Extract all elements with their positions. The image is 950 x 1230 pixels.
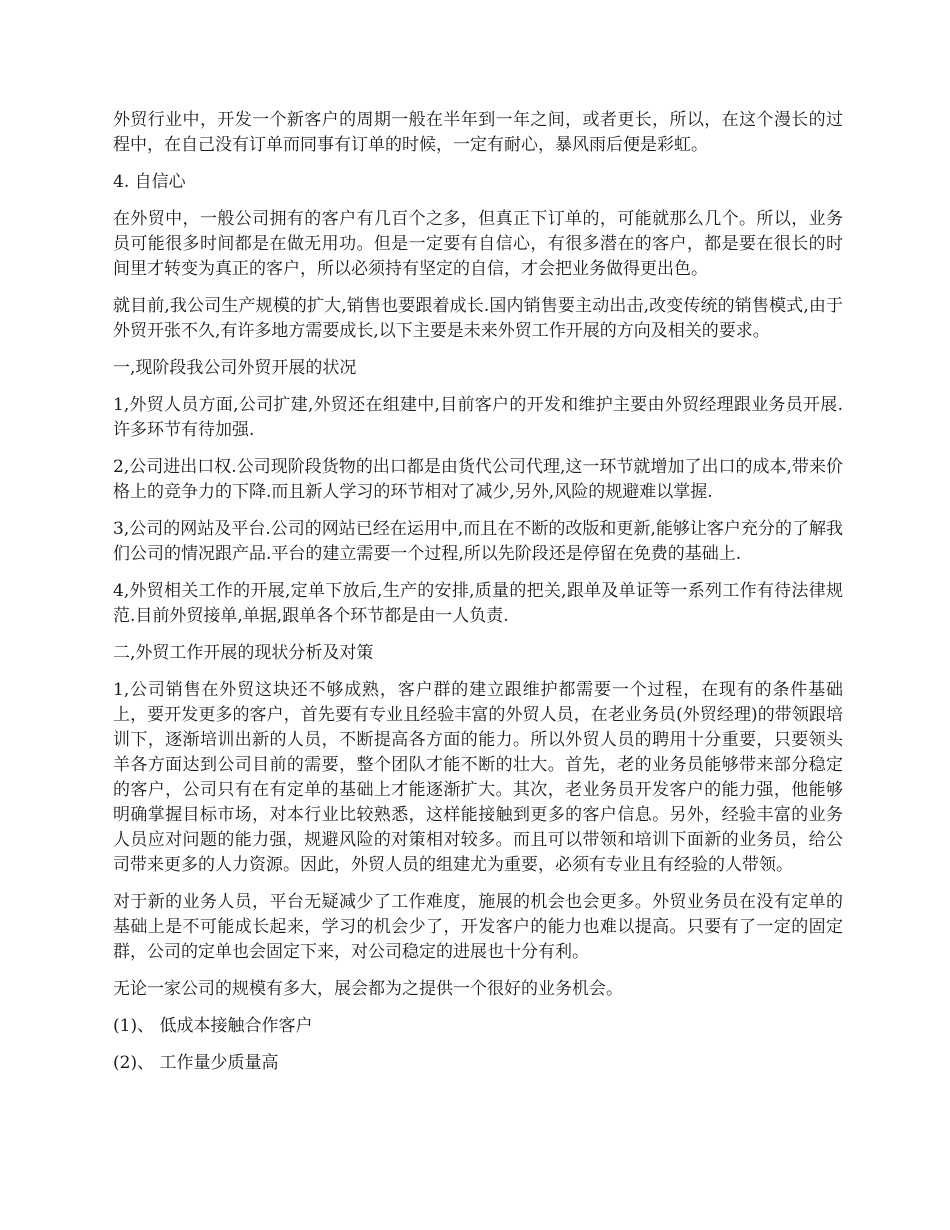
paragraph-confidence: 在外贸中，一般公司拥有的客户有几百个之多，但真正下订单的，可能就那么几个。所以，业务员可能很多时间都是在做无用功。但是一定要有自信心，有很多潜在的客户，都是要在很长的时间里才转变为真正的客户，所以必须持有坚定的自信，才会把业务做得更出色。 <box>113 209 843 279</box>
paragraph-status-4: 4,外贸相关工作的开展,定单下放后,生产的安排,质量的把关,跟单及单证等一系列工作有待法律规范.目前外贸接单,单据,跟单各个环节都是由一人负责. <box>113 581 843 626</box>
paragraph-status-1: 1,外贸人员方面,公司扩建,外贸还在组建中,目前客户的开发和维护主要由外贸经理跟业务员开展.许多环节有待加强. <box>113 395 843 440</box>
paragraph-exhibition: 无论一家公司的规模有多大，展会都为之提供一个很好的业务机会。 <box>113 979 623 999</box>
list-item-low-cost: (1)、 低成本接触合作客户 <box>113 1016 313 1036</box>
paragraph-status-3: 3,公司的网站及平台.公司的网站已经在运用中,而且在不断的改版和更新,能够让客户充分的了解我们公司的情况跟产品.平台的建立需要一个过程,所以先阶段还是停留在免费的基础上. <box>113 519 843 564</box>
paragraph-intro: 就目前,我公司生产规模的扩大,销售也要跟着成长.国内销售要主动出击,改变传统的销售模式,由于外贸开张不久,有许多地方需要成长,以下主要是未来外贸工作开展的方向及相关的要求。 <box>113 296 843 341</box>
paragraph-new-staff: 对于新的业务人员，平台无疑减少了工作难度，施展的机会也会更多。外贸业务员在没有定单的基础上是不可能成长起来，学习的机会少了，开发客户的能力也难以提高。只要有了一定的固定群，公司的定单也会固定下来，对公司稳定的进展也十分有利。 <box>113 892 843 962</box>
list-item-high-quality: (2)、 工作量少质量高 <box>113 1053 279 1073</box>
document-body <box>113 108 843 1088</box>
section-heading-analysis: 二,外贸工作开展的现状分析及对策 <box>113 643 374 663</box>
section-heading-current-status: 一,现阶段我公司外贸开展的状况 <box>113 358 357 378</box>
paragraph-patience-conclusion: 外贸行业中，开发一个新客户的周期一般在半年到一年之间，或者更长，所以，在这个漫长的过程中，在自己没有订单而同事有订单的时候，一定有耐心，暴风雨后便是彩虹。 <box>113 110 843 155</box>
paragraph-status-2: 2,公司进出口权.公司现阶段货物的出口都是由货代公司代理,这一环节就增加了出口的成本,带来价格上的竞争力的下降.而且新人学习的环节相对了减少,另外,风险的规避难以掌握. <box>113 457 843 502</box>
heading-confidence: 4. 自信心 <box>113 172 186 192</box>
paragraph-analysis-1: 1,公司销售在外贸这块还不够成熟，客户群的建立跟维护都需要一个过程，在现有的条件基础上，要开发更多的客户，首先要有专业且经验丰富的外贸人员，在老业务员(外贸经理)的带领跟培训下，逐渐培训出新的人员，不断提高各方面的能力。所以外贸人员的聘用十分重要，只要领头羊各方面达到公司目前的需要，整个团队才能不断的壮大。首先，老的业务员能够带来部分稳定的客户，公司只有在有定单的基础上才能逐渐扩大。其次，老业务员开发客户的能力强，他能够明确掌握目标市场，对本行业比较熟悉，这样能接触到更多的客户信息。另外，经验丰富的业务人员应对问题的能力强，规避风险的对策相对较多。而且可以带领和培训下面新的业务员，给公司带来更多的人力资源。因此，外贸人员的组建尤为重要，必须有专业且有经验的人带领。 <box>113 680 843 875</box>
